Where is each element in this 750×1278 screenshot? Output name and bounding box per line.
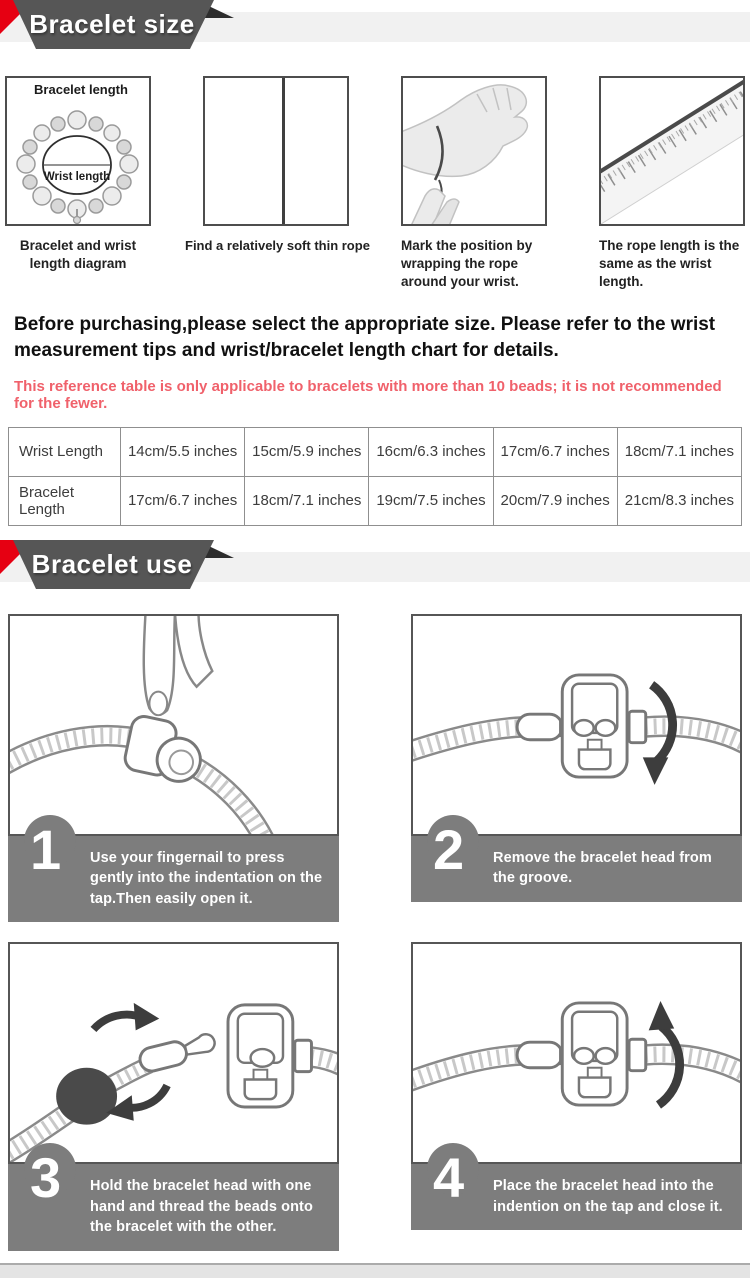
step3-text: Hold the bracelet head with one hand and thread the beads onto the bracelet with the other. [90, 1178, 313, 1236]
press-clasp-illustration [10, 616, 337, 834]
step1-caption-bar [8, 817, 339, 923]
measure-step-diagram [5, 76, 151, 290]
measure-caption-2: Find a relatively soft thin rope [185, 238, 370, 253]
size-warning-text: This reference table is only applicable to bracelets with more than 10 beads; it is not recommended for the fewer. [14, 377, 722, 412]
section-title-size: Bracelet size [29, 9, 195, 39]
use-step-panel-3 [8, 942, 339, 1251]
remove-head-illustration [413, 616, 740, 834]
table-cell: 17cm/6.7 inches [121, 476, 245, 525]
use-step-panel-4 [411, 942, 742, 1251]
bracelet-length-label: Bracelet length [34, 82, 128, 97]
table-cell: 18cm/7.1 inches [617, 427, 741, 476]
row-header-bracelet: Bracelet Length [9, 476, 121, 525]
rope-line [282, 78, 285, 224]
wrist-length-label: Wrist length [43, 171, 111, 183]
step-number: 3 [30, 1146, 62, 1210]
table-cell: 20cm/7.9 inches [493, 476, 617, 525]
table-row-bracelet [9, 476, 742, 525]
step3-illustration [8, 942, 339, 1164]
measure-step-rope [185, 76, 370, 290]
step-number: 2 [433, 817, 465, 881]
ruler-illustration [601, 78, 743, 224]
arrow-up-icon [658, 1027, 679, 1106]
table-cell: 19cm/7.5 inches [369, 476, 493, 525]
measure-caption-4: The rope length is the same as the wrist length. [599, 238, 740, 289]
section-banner-size [0, 0, 750, 52]
size-intro-text: Before purchasing,please select the appropriate size. Please refer to the wrist measurement tips and wrist/bracelet length chart for details. [14, 314, 716, 361]
table-row-wrist [9, 427, 742, 476]
ruler-image [599, 76, 745, 226]
step3-caption-bar [8, 1146, 339, 1251]
table-cell: 15cm/5.9 inches [245, 427, 369, 476]
step-number: 1 [30, 817, 62, 881]
bracelet-ring-illustration [7, 78, 149, 224]
step4-text: Place the bracelet head into the indention on the tap and close it. [493, 1178, 723, 1215]
step1-text: Use your fingernail to press gently into the indentation on the tap.Then easily open it. [90, 849, 323, 907]
table-cell: 21cm/8.3 inches [617, 476, 741, 525]
hand-illustration [403, 78, 545, 224]
step2-caption-bar [411, 817, 742, 902]
close-head-illustration [413, 944, 740, 1162]
row-header-wrist: Wrist Length [9, 427, 121, 476]
bracelet-diagram-image [5, 76, 151, 226]
measure-steps-row [0, 52, 750, 290]
step-number: 4 [433, 1146, 465, 1210]
measure-caption-1: Bracelet and wrist length diagram [19, 238, 137, 271]
step1-illustration [8, 614, 339, 836]
measure-caption-3: Mark the position by wrapping the rope around your wrist. [401, 238, 533, 289]
table-cell: 14cm/5.5 inches [121, 427, 245, 476]
table-cell: 18cm/7.1 inches [245, 476, 369, 525]
section-banner-use [0, 540, 750, 592]
step4-illustration [411, 942, 742, 1164]
thread-beads-illustration [10, 944, 337, 1162]
table-cell: 17cm/6.7 inches [493, 427, 617, 476]
bottom-divider-band [0, 1263, 750, 1278]
size-table [8, 427, 742, 526]
use-steps-grid [0, 592, 750, 1251]
table-cell: 16cm/6.3 inches [369, 427, 493, 476]
step2-text: Remove the bracelet head from the groove. [493, 849, 712, 887]
dark-bead [56, 1068, 117, 1125]
section-title-use: Bracelet use [31, 548, 193, 579]
step2-illustration [411, 614, 742, 836]
measure-step-ruler [599, 76, 745, 290]
use-step-panel-2 [411, 614, 742, 923]
use-step-panel-1 [8, 614, 339, 923]
rope-image [203, 76, 349, 226]
measure-step-wrap-wrist [401, 76, 547, 290]
wrist-wrap-image [401, 76, 547, 226]
step4-caption-bar [411, 1146, 742, 1230]
